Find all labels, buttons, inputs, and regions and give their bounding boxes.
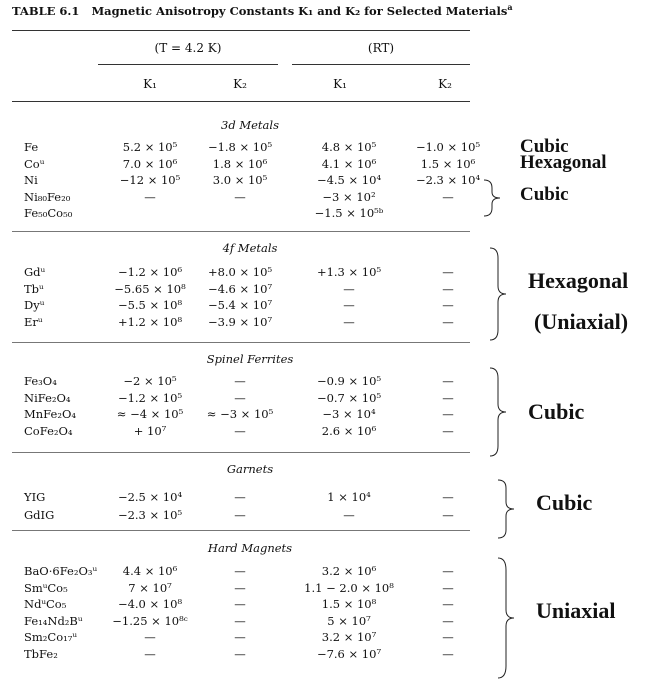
value-k2-low: — <box>234 564 246 578</box>
value-k2-low: 3.0 × 10⁵ <box>212 173 268 187</box>
value-k1-rt: 1.5 × 10⁸ <box>321 597 377 611</box>
material-name: CoFe₂O₄ <box>24 423 73 438</box>
value-k1-low: — <box>144 630 156 644</box>
value-k2-rt: — <box>442 597 454 611</box>
value-k1-low: −1.25 × 10⁸ᶜ <box>112 613 188 628</box>
value-k1-rt: 2.6 × 10⁶ <box>321 423 377 438</box>
value-k1-rt: −7.6 × 10⁷ <box>316 646 382 661</box>
value-k2-low: — <box>234 580 246 595</box>
value-k1-rt: 5 × 10⁷ <box>327 613 371 628</box>
header-k2-low: K₂ <box>233 77 247 91</box>
value-k2-low: ≈ −3 × 10⁵ <box>206 407 274 421</box>
annotation-spinel-cubic: Cubic <box>528 399 585 424</box>
value-k2-low: — <box>234 646 246 661</box>
value-k1-low: −12 × 10⁵ <box>119 173 181 187</box>
section-heading: 3d Metals <box>221 118 279 132</box>
value-k1-rt: −3 × 10⁴ <box>322 407 376 421</box>
material-name: NiFe₂O₄ <box>24 390 71 405</box>
top-rule <box>12 30 470 31</box>
value-k2-rt: — <box>442 374 454 388</box>
annotation-4f-hexagonal: Hexagonal <box>528 268 629 293</box>
value-k1-rt: −0.9 × 10⁵ <box>316 374 382 388</box>
material-name: BaO·6Fe₂O₃ᵘ <box>24 564 98 578</box>
material-name: NdᵘCo₅ <box>24 597 67 611</box>
header-bottom-rule <box>12 101 470 102</box>
value-k2-low: −1.8 × 10⁵ <box>207 140 273 154</box>
value-k1-rt: 3.2 × 10⁷ <box>321 630 377 644</box>
annotation-4f-uniaxial: (Uniaxial) <box>534 309 629 334</box>
value-k1-low: ≈ −4 × 10⁵ <box>116 407 184 421</box>
title-footnote-mark: a <box>507 2 513 12</box>
material-name: Gdᵘ <box>24 265 46 279</box>
value-k2-rt: — <box>442 646 454 661</box>
value-k2-rt: — <box>442 407 454 421</box>
value-k2-rt: — <box>442 314 454 329</box>
value-k2-rt: — <box>442 580 454 595</box>
value-k2-rt: −1.0 × 10⁵ <box>415 140 481 154</box>
value-k1-low: −2.3 × 10⁵ <box>117 508 183 522</box>
header-group-low-temp: (T = 4.2 K) <box>154 41 222 55</box>
value-k1-rt: −4.5 × 10⁴ <box>316 173 382 187</box>
value-k2-rt: — <box>442 630 454 644</box>
material-name: Erᵘ <box>24 314 43 329</box>
material-name: Ni <box>24 173 38 187</box>
material-name: TbFe₂ <box>24 646 58 661</box>
group-rule-low <box>98 64 278 65</box>
value-k1-rt: 1 × 10⁴ <box>327 490 371 504</box>
value-k2-rt: — <box>442 390 454 405</box>
material-name: Sm₂Co₁₇ᵘ <box>24 630 77 644</box>
annotation-co-hexagonal: Hexagonal <box>520 152 607 173</box>
section-divider <box>12 530 470 531</box>
table-title <box>12 2 513 18</box>
value-k1-rt: — <box>343 298 355 312</box>
section-heading: Spinel Ferrites <box>206 352 294 366</box>
material-name: Fe₅₀Co₅₀ <box>24 206 73 220</box>
material-name: Ni₈₀Fe₂₀ <box>24 189 71 204</box>
material-name: GdIG <box>24 508 55 522</box>
value-k1-low: 5.2 × 10⁵ <box>122 140 178 154</box>
value-k2-low: — <box>234 597 246 611</box>
group-rule-rt <box>292 64 470 65</box>
value-k2-rt: −2.3 × 10⁴ <box>415 173 481 187</box>
table-caption: Magnetic Anisotropy Constants K₁ and K₂ for Selected Materials <box>91 3 508 18</box>
value-k1-rt: 3.2 × 10⁶ <box>321 564 377 578</box>
material-name: Fe <box>24 140 39 154</box>
section-heading: Garnets <box>226 462 274 476</box>
value-k1-rt: — <box>343 281 355 296</box>
value-k2-low: 1.8 × 10⁶ <box>212 156 268 171</box>
value-k2-rt: — <box>442 189 454 204</box>
value-k2-rt: — <box>442 490 454 504</box>
value-k2-rt: — <box>442 508 454 522</box>
value-k2-rt: — <box>442 564 454 578</box>
value-k1-low: 7 × 10⁷ <box>128 580 172 595</box>
brace-ni-group <box>480 178 510 218</box>
value-k2-rt: — <box>442 298 454 312</box>
material-name: Dyᵘ <box>24 298 45 312</box>
annotation-hard-uniaxial: Uniaxial <box>536 598 616 623</box>
material-name: Tbᵘ <box>24 281 44 296</box>
brace-garnet-group <box>494 478 524 540</box>
value-k2-rt: — <box>442 265 454 279</box>
section-heading: 4f Metals <box>222 241 278 255</box>
value-k1-low: −5.65 × 10⁸ <box>114 281 186 296</box>
value-k2-low: — <box>234 374 246 388</box>
value-k1-rt: 4.1 × 10⁶ <box>321 156 377 171</box>
value-k1-low: −2.5 × 10⁴ <box>117 490 183 504</box>
value-k1-rt: −1.5 × 10⁵ᵇ <box>314 206 384 220</box>
value-k1-low: — <box>144 646 156 661</box>
material-name: SmᵘCo₅ <box>24 580 68 595</box>
header-k1-rt: K₁ <box>333 77 347 91</box>
value-k2-low: −3.9 × 10⁷ <box>207 314 273 329</box>
header-k2-rt: K₂ <box>438 77 452 91</box>
value-k2-low: — <box>234 613 246 628</box>
value-k1-low: −1.2 × 10⁶ <box>117 265 183 279</box>
value-k1-rt: — <box>343 314 355 329</box>
value-k2-low: — <box>234 490 246 504</box>
value-k1-low: −2 × 10⁵ <box>123 374 177 388</box>
value-k2-rt: — <box>442 613 454 628</box>
value-k1-low: −1.2 × 10⁵ <box>117 390 183 405</box>
value-k1-rt: −0.7 × 10⁵ <box>316 390 382 405</box>
value-k2-low: −4.6 × 10⁷ <box>207 281 273 296</box>
value-k2-low: — <box>234 390 246 405</box>
value-k2-low: +8.0 × 10⁵ <box>207 265 273 279</box>
value-k2-low: — <box>234 630 246 644</box>
material-name: Coᵘ <box>24 156 45 171</box>
annotation-fe-cubic: Cubic <box>520 136 569 157</box>
value-k2-low: — <box>234 423 246 438</box>
value-k1-low: +1.2 × 10⁸ <box>117 314 183 329</box>
section-divider <box>12 342 470 343</box>
value-k1-low: −5.5 × 10⁸ <box>117 298 183 312</box>
material-name: YIG <box>24 490 46 504</box>
value-k1-rt: +1.3 × 10⁵ <box>316 265 382 279</box>
value-k1-rt: — <box>343 508 355 522</box>
table-number: TABLE 6.1 <box>12 3 80 18</box>
value-k2-rt: — <box>442 423 454 438</box>
brace-hard-group <box>494 556 524 680</box>
section-heading: Hard Magnets <box>207 541 293 555</box>
brace-4f-group <box>486 246 516 342</box>
value-k2-rt: 1.5 × 10⁶ <box>420 156 476 171</box>
value-k2-low: — <box>234 508 246 522</box>
section-divider <box>12 452 470 453</box>
annotation-ni-cubic: Cubic <box>520 184 569 205</box>
value-k1-low: + 10⁷ <box>133 423 167 438</box>
value-k1-low: — <box>144 189 156 204</box>
value-k1-rt: −3 × 10² <box>322 189 376 204</box>
material-name: MnFe₂O₄ <box>24 407 76 421</box>
material-name: Fe₃O₄ <box>24 374 57 388</box>
header-k1-low: K₁ <box>143 77 157 91</box>
value-k1-low: −4.0 × 10⁸ <box>117 597 183 611</box>
header-group-room-temp: (RT) <box>367 41 395 55</box>
brace-spinel-group <box>486 366 516 458</box>
value-k2-low: −5.4 × 10⁷ <box>207 298 273 312</box>
section-divider <box>12 231 470 232</box>
value-k1-low: 4.4 × 10⁶ <box>122 564 178 578</box>
value-k1-rt: 4.8 × 10⁵ <box>321 140 377 154</box>
value-k2-rt: — <box>442 281 454 296</box>
annotation-garnet-cubic: Cubic <box>536 490 593 515</box>
value-k2-low: — <box>234 189 246 204</box>
value-k1-rt: 1.1 − 2.0 × 10⁸ <box>304 580 394 595</box>
value-k1-low: 7.0 × 10⁶ <box>122 156 178 171</box>
material-name: Fe₁₄Nd₂Bᵘ <box>24 613 83 628</box>
